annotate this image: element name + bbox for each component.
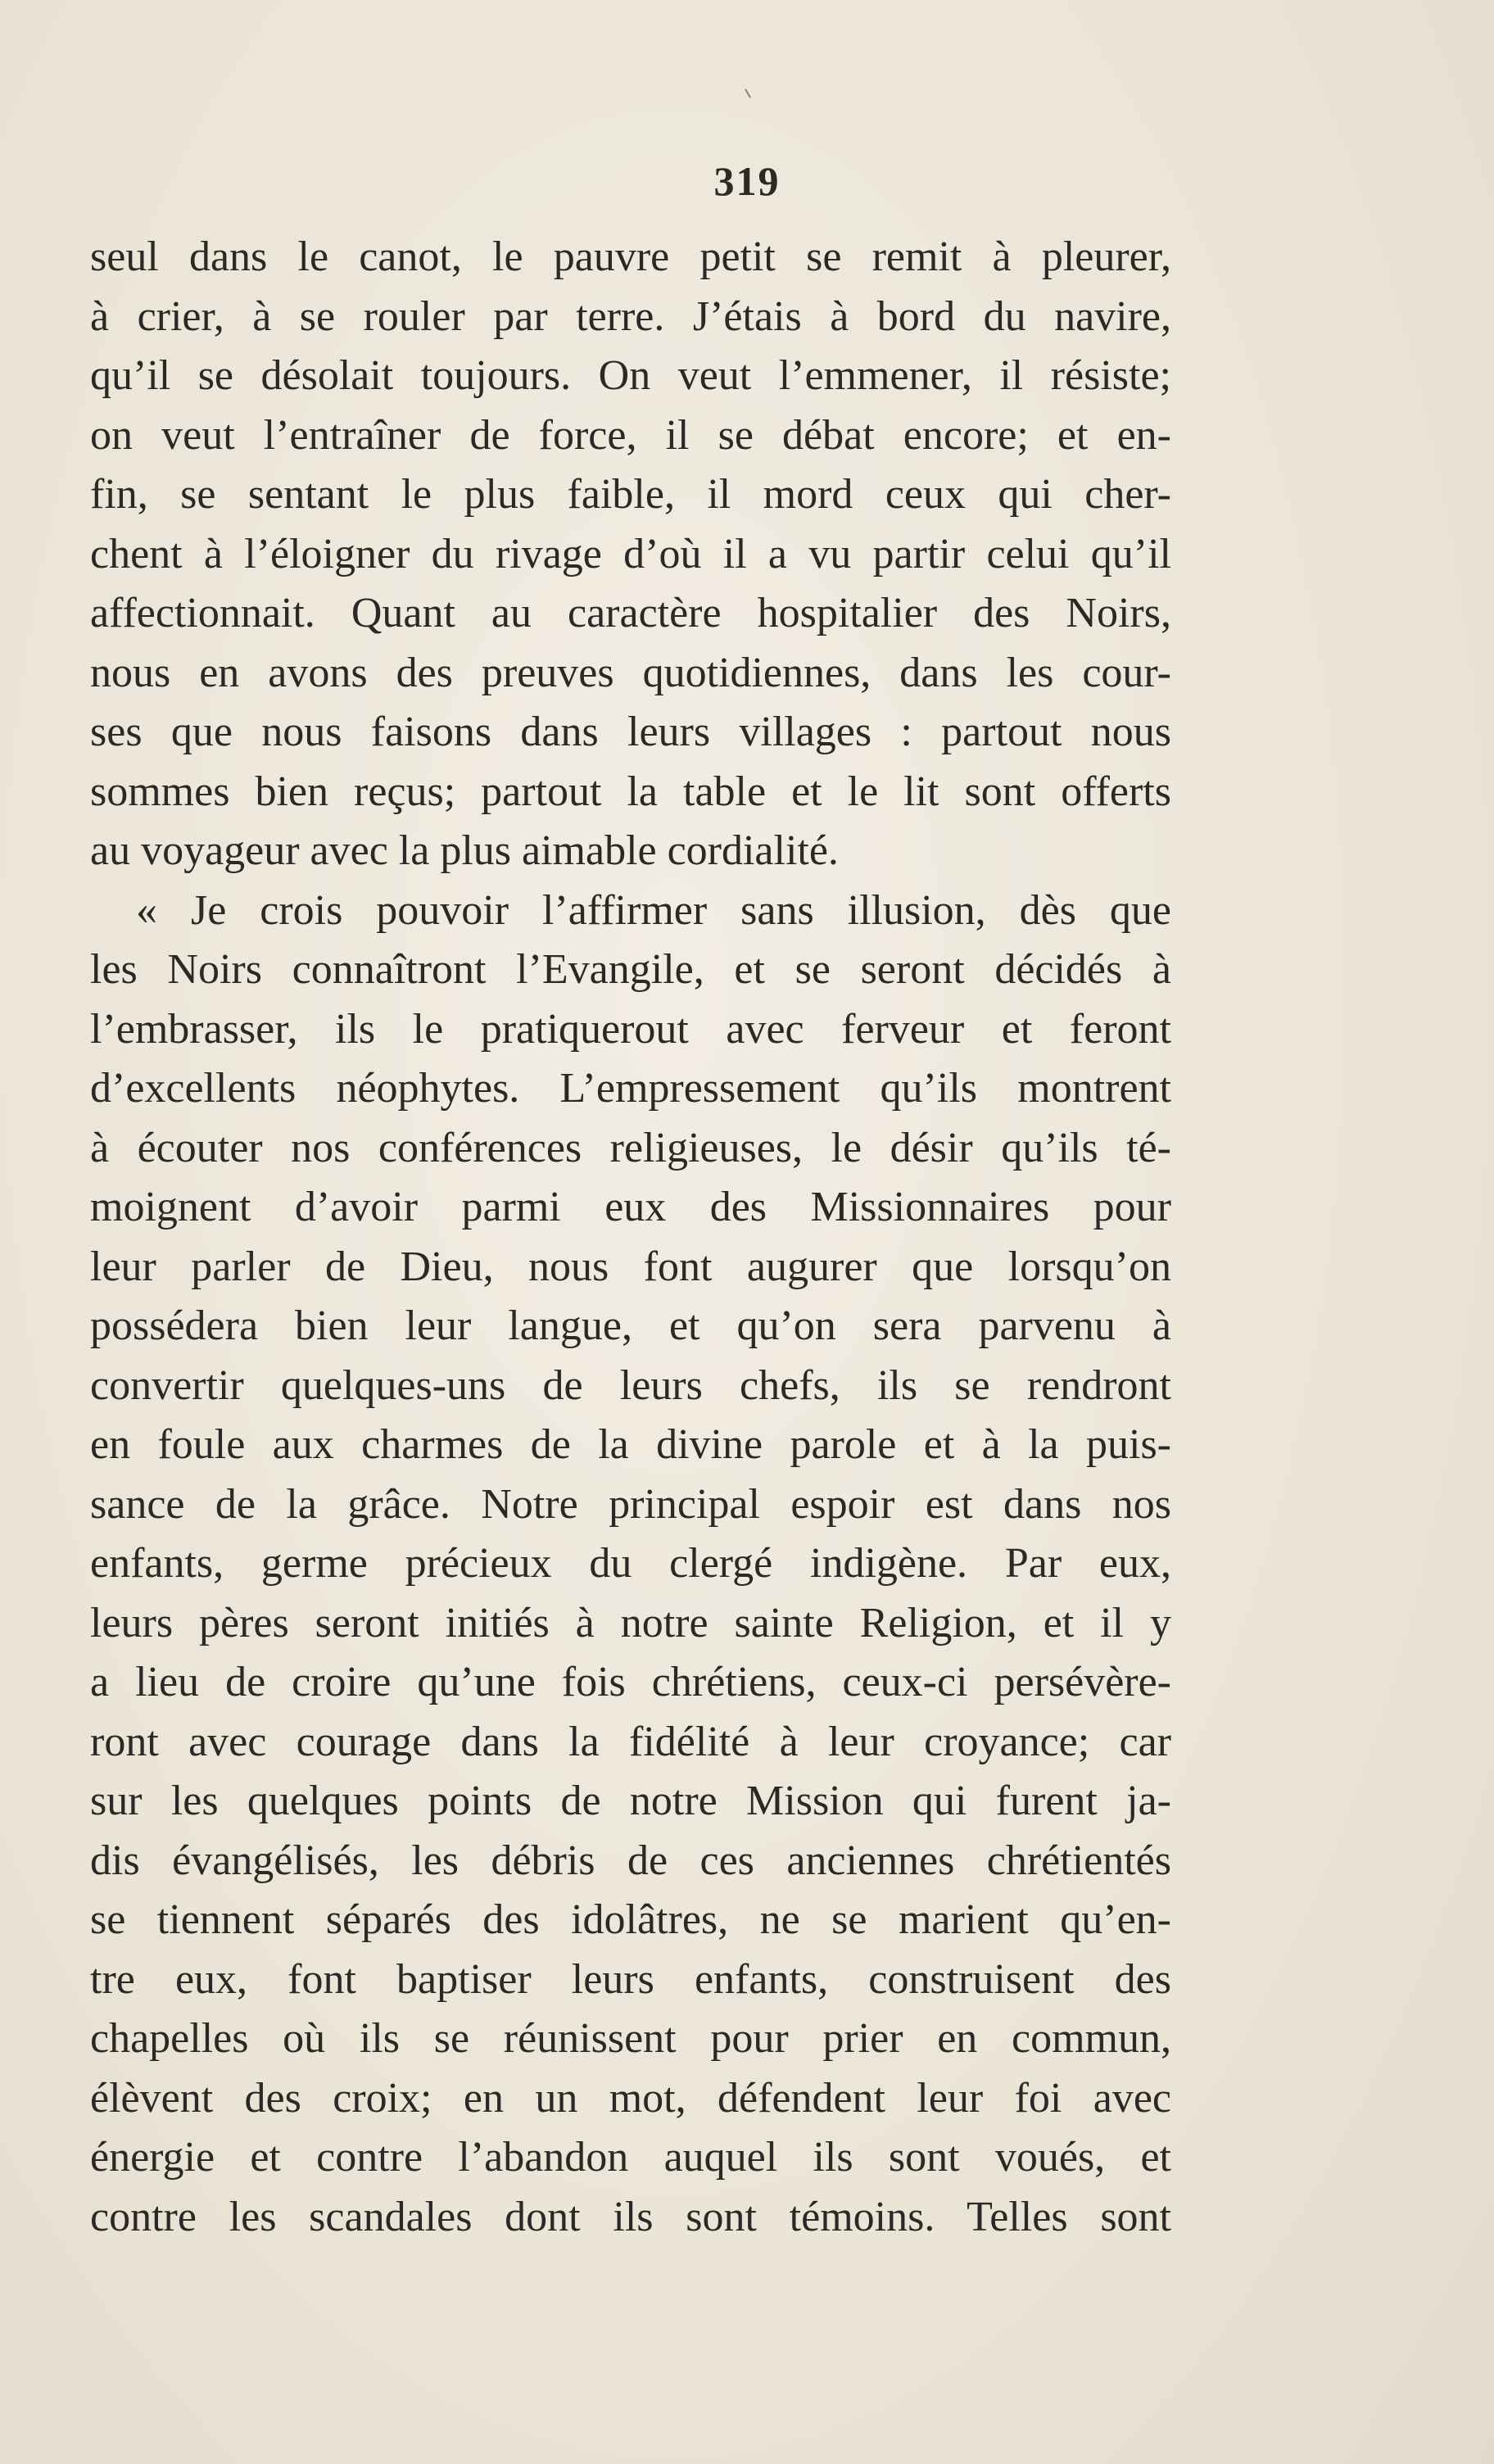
text-line: affectionnait. Quant au caractère hospitalier des Noirs,	[90, 590, 1171, 636]
print-mark	[745, 88, 751, 97]
text-line: seul dans le canot, le pauvre petit se remit à pleurer,	[90, 233, 1171, 280]
text-line: sur les quelques points de notre Mission qui furent ja-	[90, 1778, 1171, 1824]
text-line: ses que nous faisons dans leurs villages : partout nous	[90, 709, 1171, 755]
text-line: à écouter nos conférences religieuses, le désir qu’ils té-	[90, 1124, 1171, 1171]
text-line: l’embrasser, ils le pratiquerout avec ferveur et feront	[90, 1005, 1171, 1053]
text-line: en foule aux charmes de la divine parole et à la puis-	[90, 1421, 1171, 1468]
text-line: sommes bien reçus; partout la table et le lit sont offerts	[90, 768, 1171, 815]
text-line: fin, se sentant le plus faible, il mord ceux qui cher-	[90, 471, 1171, 518]
text-line: d’excellents néophytes. L’empressement qu’ils montrent	[90, 1065, 1171, 1112]
text-line: ront avec courage dans la fidélité à leur croyance; car	[90, 1718, 1171, 1765]
text-line: dis évangélisés, les débris de ces anciennes chrétientés	[90, 1837, 1171, 1884]
text-line: chapelles où ils se réunissent pour prier en commun,	[90, 2015, 1171, 2062]
text-line: possédera bien leur langue, et qu’on sera parvenu à	[90, 1302, 1171, 1349]
text-line: leurs pères seront initiés à notre sainte Religion, et il y	[90, 1599, 1171, 1646]
text-line: chent à l’éloigner du rivage d’où il a vu partir celui qu’il	[90, 530, 1171, 578]
body-text	[90, 228, 1171, 2247]
text-line: les Noirs connaîtront l’Evangile, et se seront décidés à	[90, 946, 1171, 993]
text-line: nous en avons des preuves quotidiennes, dans les cour-	[90, 649, 1171, 696]
page-number: 319	[713, 158, 781, 204]
text-line: enfants, germe précieux du clergé indigène. Par eux,	[90, 1540, 1171, 1587]
text-line: on veut l’entraîner de force, il se débat encore; et en-	[90, 411, 1171, 459]
text-line: a lieu de croire qu’une fois chrétiens, ceux-ci persévère-	[90, 1659, 1171, 1705]
text-line: à crier, à se rouler par terre. J’étais à bord du navire,	[90, 292, 1171, 340]
text-line: contre les scandales dont ils sont témoins. Telles sont	[90, 2193, 1171, 2240]
text-line: leur parler de Dieu, nous font augurer que lorsqu’on	[90, 1243, 1171, 1290]
text-line: « Je crois pouvoir l’affirmer sans illusion, dès que	[136, 886, 1171, 934]
text-line: moignent d’avoir parmi eux des Missionnaires pour	[90, 1184, 1171, 1230]
text-line: énergie et contre l’abandon auquel ils sont voués, et	[90, 2134, 1171, 2181]
text-line: convertir quelques-uns de leurs chefs, ils se rendront	[90, 1361, 1171, 1409]
text-line: qu’il se désolait toujours. On veut l’emmener, il résiste;	[90, 352, 1171, 399]
text-line: au voyageur avec la plus aimable cordialité.	[90, 827, 839, 874]
text-line: élèvent des croix; en un mot, défendent leur foi avec	[90, 2074, 1171, 2122]
text-line: tre eux, font baptiser leurs enfants, construisent des	[90, 1955, 1171, 2003]
text-line: se tiennent séparés des idolâtres, ne se marient qu’en-	[90, 1896, 1171, 1943]
text-line: sance de la grâce. Notre principal espoir est dans nos	[90, 1480, 1171, 1528]
